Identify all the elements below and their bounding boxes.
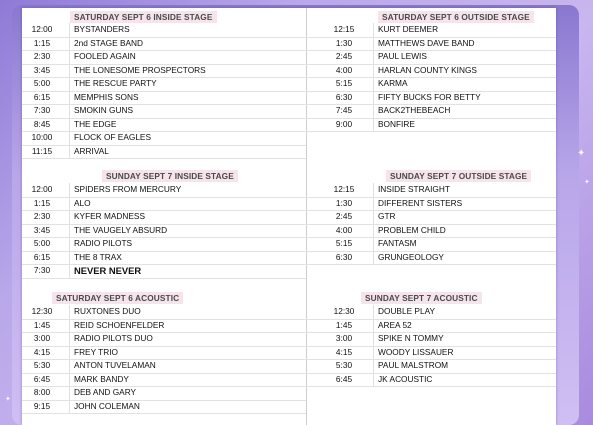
set-time: 7:45	[335, 105, 353, 115]
band-name: GTR	[378, 211, 396, 221]
set-time: 6:30	[335, 91, 353, 102]
set-time: 12:00	[31, 184, 53, 194]
band-name: FREY TRIO	[74, 346, 118, 357]
schedule-row	[22, 91, 306, 106]
set-time: 2:30	[33, 211, 51, 221]
band-name: WOODY LISSAUER	[378, 346, 454, 357]
band-name: THE EDGE	[74, 118, 117, 129]
schedule-row	[306, 251, 556, 266]
band-name: SPIKE N TOMMY	[378, 333, 444, 343]
right-column	[306, 8, 556, 425]
schedule-row	[306, 305, 556, 320]
band-name: SMOKIN GUNS	[74, 105, 134, 115]
band-name: MEMPHIS SONS	[74, 91, 139, 102]
band-name: MARK BANDY	[74, 373, 129, 384]
schedule-row	[306, 37, 556, 52]
schedule-row	[22, 210, 306, 225]
set-time: 8:45	[33, 118, 51, 129]
schedule-row	[22, 346, 306, 361]
set-time: 12:00	[31, 24, 53, 34]
set-time: 5:30	[335, 360, 353, 370]
set-time: 5:15	[335, 238, 353, 248]
set-time: 7:30	[33, 105, 51, 115]
band-name: HARLAN COUNTY KINGS	[378, 64, 477, 75]
band-name: PROBLEM CHILD	[378, 224, 446, 235]
set-time: 12:30	[31, 306, 53, 316]
schedule-row	[22, 251, 306, 266]
band-name: REID SCHOENFELDER	[74, 319, 165, 330]
band-name: THE 8 TRAX	[74, 251, 122, 262]
schedule-row	[306, 64, 556, 79]
schedule-sheet	[22, 8, 556, 425]
schedule-row	[306, 346, 556, 361]
band-name: RUXTONES DUO	[74, 306, 141, 316]
set-time: 1:30	[335, 37, 353, 48]
section-header-sat-acoustic: SATURDAY SEPT 6 ACOUSTIC	[52, 292, 183, 304]
schedule-row	[22, 305, 306, 320]
band-name: THE RESCUE PARTY	[74, 78, 157, 88]
set-time: 1:45	[33, 319, 51, 330]
band-name: KYFER MADNESS	[74, 211, 145, 221]
band-name: RADIO PILOTS	[74, 238, 133, 248]
schedule-row	[306, 224, 556, 239]
band-name: INSIDE STRAIGHT	[378, 184, 450, 194]
schedule-row	[22, 64, 306, 79]
schedule-row	[22, 104, 306, 119]
band-name: DIFFERENT SISTERS	[378, 197, 463, 208]
section-header-sat-outside: SATURDAY SEPT 6 OUTSIDE STAGE	[378, 11, 534, 23]
schedule-row	[22, 264, 306, 279]
band-name: FOOLED AGAIN	[74, 51, 136, 61]
schedule-row	[306, 319, 556, 334]
schedule-row	[306, 118, 556, 133]
set-time: 5:00	[33, 238, 51, 248]
set-time: 6:30	[335, 251, 353, 262]
set-time: 5:15	[335, 78, 353, 88]
schedule-row	[22, 332, 306, 347]
set-time: 8:00	[33, 387, 51, 397]
band-name: BONFIRE	[378, 118, 415, 129]
band-name: DOUBLE PLAY	[378, 306, 436, 316]
band-name: THE VAUGELY ABSURD	[74, 224, 168, 235]
set-time: 2:45	[335, 51, 353, 61]
set-time: 3:45	[33, 64, 51, 75]
schedule-row	[306, 77, 556, 92]
schedule-row	[22, 373, 306, 388]
schedule-row	[22, 386, 306, 401]
band-name: KARMA	[378, 78, 408, 88]
schedule-row	[22, 319, 306, 334]
schedule-row	[22, 77, 306, 92]
schedule-row	[22, 131, 306, 146]
set-time: 6:45	[335, 373, 353, 384]
band-name: JK ACOUSTIC	[378, 373, 433, 384]
set-time: 1:30	[335, 197, 353, 208]
band-name: FANTASM	[378, 238, 417, 248]
band-name: RADIO PILOTS DUO	[74, 333, 153, 343]
band-name: 2nd STAGE BAND	[74, 37, 144, 48]
band-name: KURT DEEMER	[378, 24, 439, 34]
set-time: 12:30	[333, 306, 355, 316]
set-time: 5:30	[33, 360, 51, 370]
band-name: FLOCK OF EAGLES	[74, 132, 151, 142]
schedule-row	[306, 359, 556, 374]
schedule-row	[306, 91, 556, 106]
set-time: 4:15	[33, 346, 51, 357]
set-time: 3:00	[33, 333, 51, 343]
schedule-row	[306, 210, 556, 225]
section-header-sat-inside: SATURDAY SEPT 6 INSIDE STAGE	[70, 11, 217, 23]
band-name: MATTHEWS DAVE BAND	[378, 37, 475, 48]
schedule-row	[22, 118, 306, 133]
band-name: FIFTY BUCKS FOR BETTY	[378, 91, 481, 102]
schedule-row	[306, 183, 556, 198]
schedule-row	[22, 237, 306, 252]
sparkle-icon: ✦	[584, 179, 590, 186]
schedule-row	[22, 359, 306, 374]
set-time: 1:15	[33, 37, 51, 48]
band-name: AREA 52	[378, 319, 412, 330]
band-name: GRUNGEOLOGY	[378, 251, 444, 262]
set-time: 9:00	[335, 118, 353, 129]
section-header-sun-inside: SUNDAY SEPT 7 INSIDE STAGE	[102, 170, 238, 182]
set-time: 6:15	[33, 251, 51, 262]
schedule-row	[306, 197, 556, 212]
set-time: 12:15	[333, 184, 355, 194]
band-name: THE LONESOME PROSPECTORS	[74, 64, 206, 75]
schedule-row	[306, 104, 556, 119]
set-time: 2:45	[335, 211, 353, 221]
schedule-row	[306, 23, 556, 38]
left-column	[22, 8, 306, 425]
schedule-row	[22, 23, 306, 38]
schedule-row	[306, 373, 556, 388]
band-name: BYSTANDERS	[74, 24, 130, 34]
set-time: 3:45	[33, 224, 51, 235]
schedule-row	[22, 224, 306, 239]
sparkle-icon: ✦	[577, 148, 586, 159]
set-time: 1:15	[33, 197, 51, 208]
schedule-row	[306, 50, 556, 65]
schedule-row	[22, 145, 306, 160]
band-name: JOHN COLEMAN	[74, 400, 140, 411]
set-time: 3:00	[335, 333, 353, 343]
band-name: PAUL LEWIS	[378, 51, 427, 61]
band-name: DEB AND GARY	[74, 387, 137, 397]
set-time: 5:00	[33, 78, 51, 88]
set-time: 9:15	[33, 400, 51, 411]
schedule-row	[306, 237, 556, 252]
band-name: SPIDERS FROM MERCURY	[74, 184, 182, 194]
schedule-row	[22, 183, 306, 198]
schedule-row	[22, 50, 306, 65]
schedule-row	[22, 400, 306, 415]
sparkle-icon: ✦	[5, 396, 11, 403]
set-time: 6:45	[33, 373, 51, 384]
band-name: ARRIVAL	[74, 145, 109, 156]
set-time: 4:15	[335, 346, 353, 357]
schedule-row	[306, 332, 556, 347]
band-name: NEVER NEVER	[74, 265, 142, 276]
set-time: 4:00	[335, 64, 353, 75]
set-time: 6:15	[33, 91, 51, 102]
set-time: 7:30	[33, 265, 51, 275]
band-name: ALO	[74, 197, 91, 208]
schedule-row	[22, 197, 306, 212]
schedule-row	[22, 37, 306, 52]
set-time: 10:00	[31, 132, 53, 142]
band-name: PAUL MALSTROM	[378, 360, 449, 370]
band-name: ANTON TUVELAMAN	[74, 360, 156, 370]
section-header-sun-outside: SUNDAY SEPT 7 OUTSIDE STAGE	[386, 170, 531, 182]
set-time: 4:00	[335, 224, 353, 235]
section-header-sun-acoustic: SUNDAY SEPT 7 ACOUSTIC	[361, 292, 482, 304]
band-name: BACK2THEBEACH	[378, 105, 451, 115]
set-time: 11:15	[31, 145, 53, 156]
set-time: 12:15	[333, 24, 355, 34]
set-time: 2:30	[33, 51, 51, 61]
set-time: 1:45	[335, 319, 353, 330]
